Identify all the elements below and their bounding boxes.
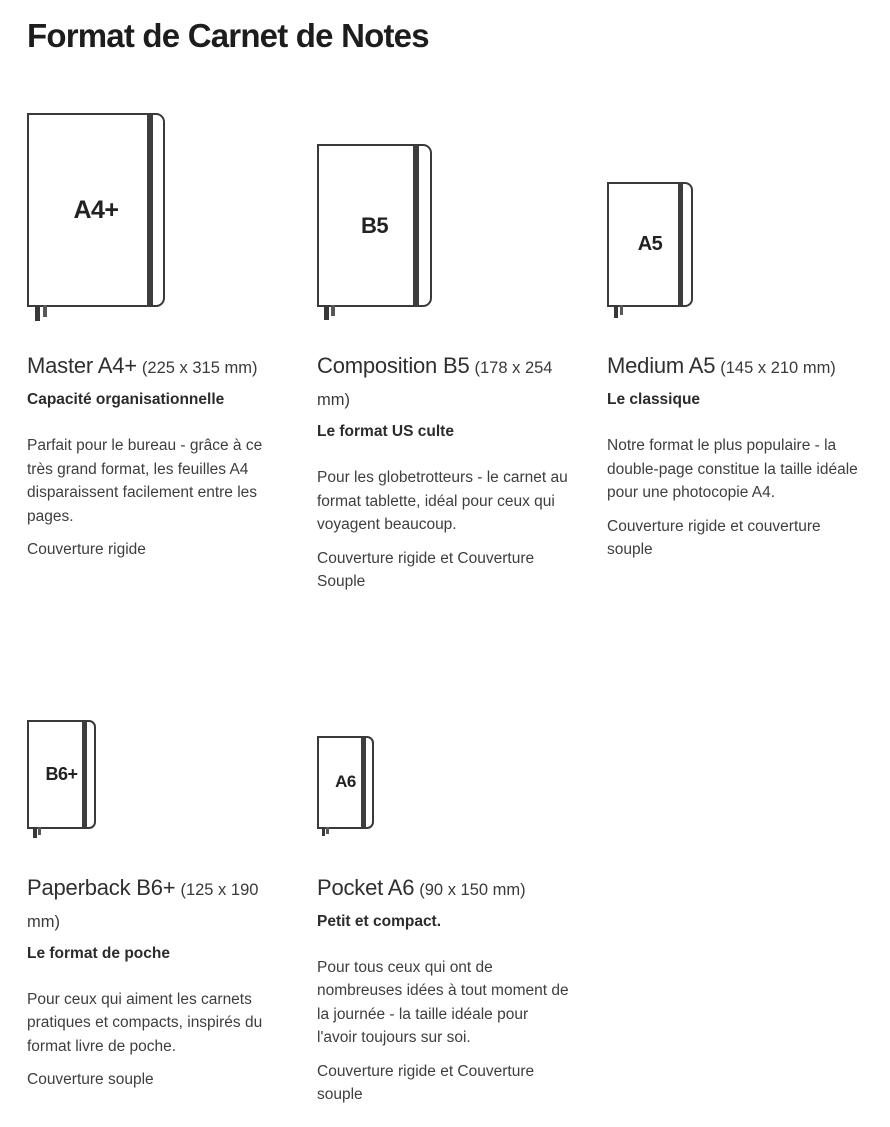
- illustration-area: [317, 719, 571, 829]
- illustration-area: [27, 719, 281, 829]
- notebook-format-label: A6: [335, 772, 356, 791]
- notebook-illustration-a4plus: [27, 113, 165, 307]
- notebook-format-label: B5: [360, 212, 389, 238]
- elastic-band-graphic: [678, 184, 683, 305]
- card-description: Parfait pour le bureau - grâce à ce très grand format, les feuilles A4 disparaissent facilement entre les pages.: [27, 437, 263, 525]
- page-title: Format de Carnet de Notes: [27, 17, 429, 54]
- notebook-illustration-b5: [317, 144, 432, 307]
- format-name: Master A4+: [27, 353, 137, 378]
- illustration-area: [607, 113, 861, 307]
- card-description: Pour les globetrotteurs - le carnet au format tablette, idéal pour ceux qui voyagent beaucoup.: [317, 469, 568, 533]
- card-cover-info: Couverture rigide et Couverture souple: [317, 1062, 535, 1103]
- notebook-card-composition-b5: [317, 113, 571, 594]
- bookmark-ribbon-graphic: [35, 305, 40, 321]
- card-cover-info: Couverture rigide et Couverture Souple: [317, 549, 535, 590]
- card-title: [317, 873, 571, 905]
- card-description: Pour tous ceux qui ont de nombreuses idées à tout moment de la journée - la taille idéale pour l'avoir toujours sur soi.: [317, 958, 569, 1046]
- notebook-card-pocket-a6: [317, 719, 571, 1107]
- card-description: Notre format le plus populaire - la double-page constitue la taille idéale pour une photocopie A4.: [607, 437, 858, 501]
- notebook-card-master-a4plus: [27, 113, 281, 562]
- card-cover-info: Couverture souple: [27, 1071, 154, 1088]
- formats-grid-row-2: [27, 719, 861, 1107]
- format-name: Pocket A6: [317, 874, 415, 900]
- elastic-band-graphic: [413, 146, 419, 305]
- card-title: [607, 351, 861, 383]
- elastic-band-graphic: [147, 115, 153, 305]
- elastic-band-graphic: [82, 722, 87, 827]
- card-tagline: Le format US culte: [317, 423, 454, 440]
- format-dimensions: (225 x 315 mm): [141, 359, 258, 377]
- bookmark-ribbon-graphic: [326, 827, 329, 834]
- format-dimensions: (90 x 150 mm): [419, 880, 526, 899]
- notebook-format-label: B6+: [45, 763, 78, 784]
- bookmark-ribbon-graphic: [324, 305, 329, 320]
- elastic-band-graphic: [361, 738, 366, 827]
- format-name: Composition B5: [317, 353, 470, 378]
- illustration-area: [27, 113, 281, 307]
- format-dimensions: (178 x 254 mm): [317, 359, 553, 409]
- format-dimensions: (125 x 190 mm): [27, 880, 259, 931]
- notebook-illustration-b6plus: [27, 720, 96, 829]
- card-description: Pour ceux qui aiment les carnets pratiques et compacts, inspirés du format livre de poche.: [27, 990, 263, 1055]
- notebook-card-paperback-b6plus: [27, 719, 281, 1092]
- illustration-area: [317, 113, 571, 307]
- notebook-illustration-a6: [317, 736, 374, 829]
- card-title: [27, 873, 281, 937]
- bookmark-ribbon-graphic: [38, 827, 41, 835]
- card-cover-info: Couverture rigide: [27, 541, 146, 558]
- card-tagline: Petit et compact.: [317, 912, 442, 930]
- formats-grid-row-1: [27, 113, 861, 594]
- card-tagline: Capacité organisationnelle: [27, 391, 225, 408]
- bookmark-ribbon-graphic: [33, 827, 37, 838]
- notebook-format-label: A4+: [73, 195, 119, 224]
- card-title: [317, 351, 571, 415]
- notebook-card-medium-a5: [607, 113, 861, 562]
- format-name: Medium A5: [607, 353, 716, 378]
- card-tagline: Le format de poche: [27, 944, 170, 962]
- bookmark-ribbon-graphic: [43, 305, 47, 317]
- bookmark-ribbon-graphic: [331, 305, 335, 316]
- card-title: [27, 351, 281, 383]
- bookmark-ribbon-graphic: [614, 305, 618, 318]
- bookmark-ribbon-graphic: [322, 827, 325, 836]
- card-cover-info: Couverture rigide et couverture souple: [607, 517, 821, 558]
- bookmark-ribbon-graphic: [620, 305, 623, 315]
- notebook-illustration-a5: [607, 182, 693, 307]
- notebook-format-label: A5: [637, 233, 663, 255]
- format-dimensions: (145 x 210 mm): [720, 359, 836, 377]
- card-tagline: Le classique: [607, 391, 701, 408]
- format-name: Paperback B6+: [27, 874, 176, 900]
